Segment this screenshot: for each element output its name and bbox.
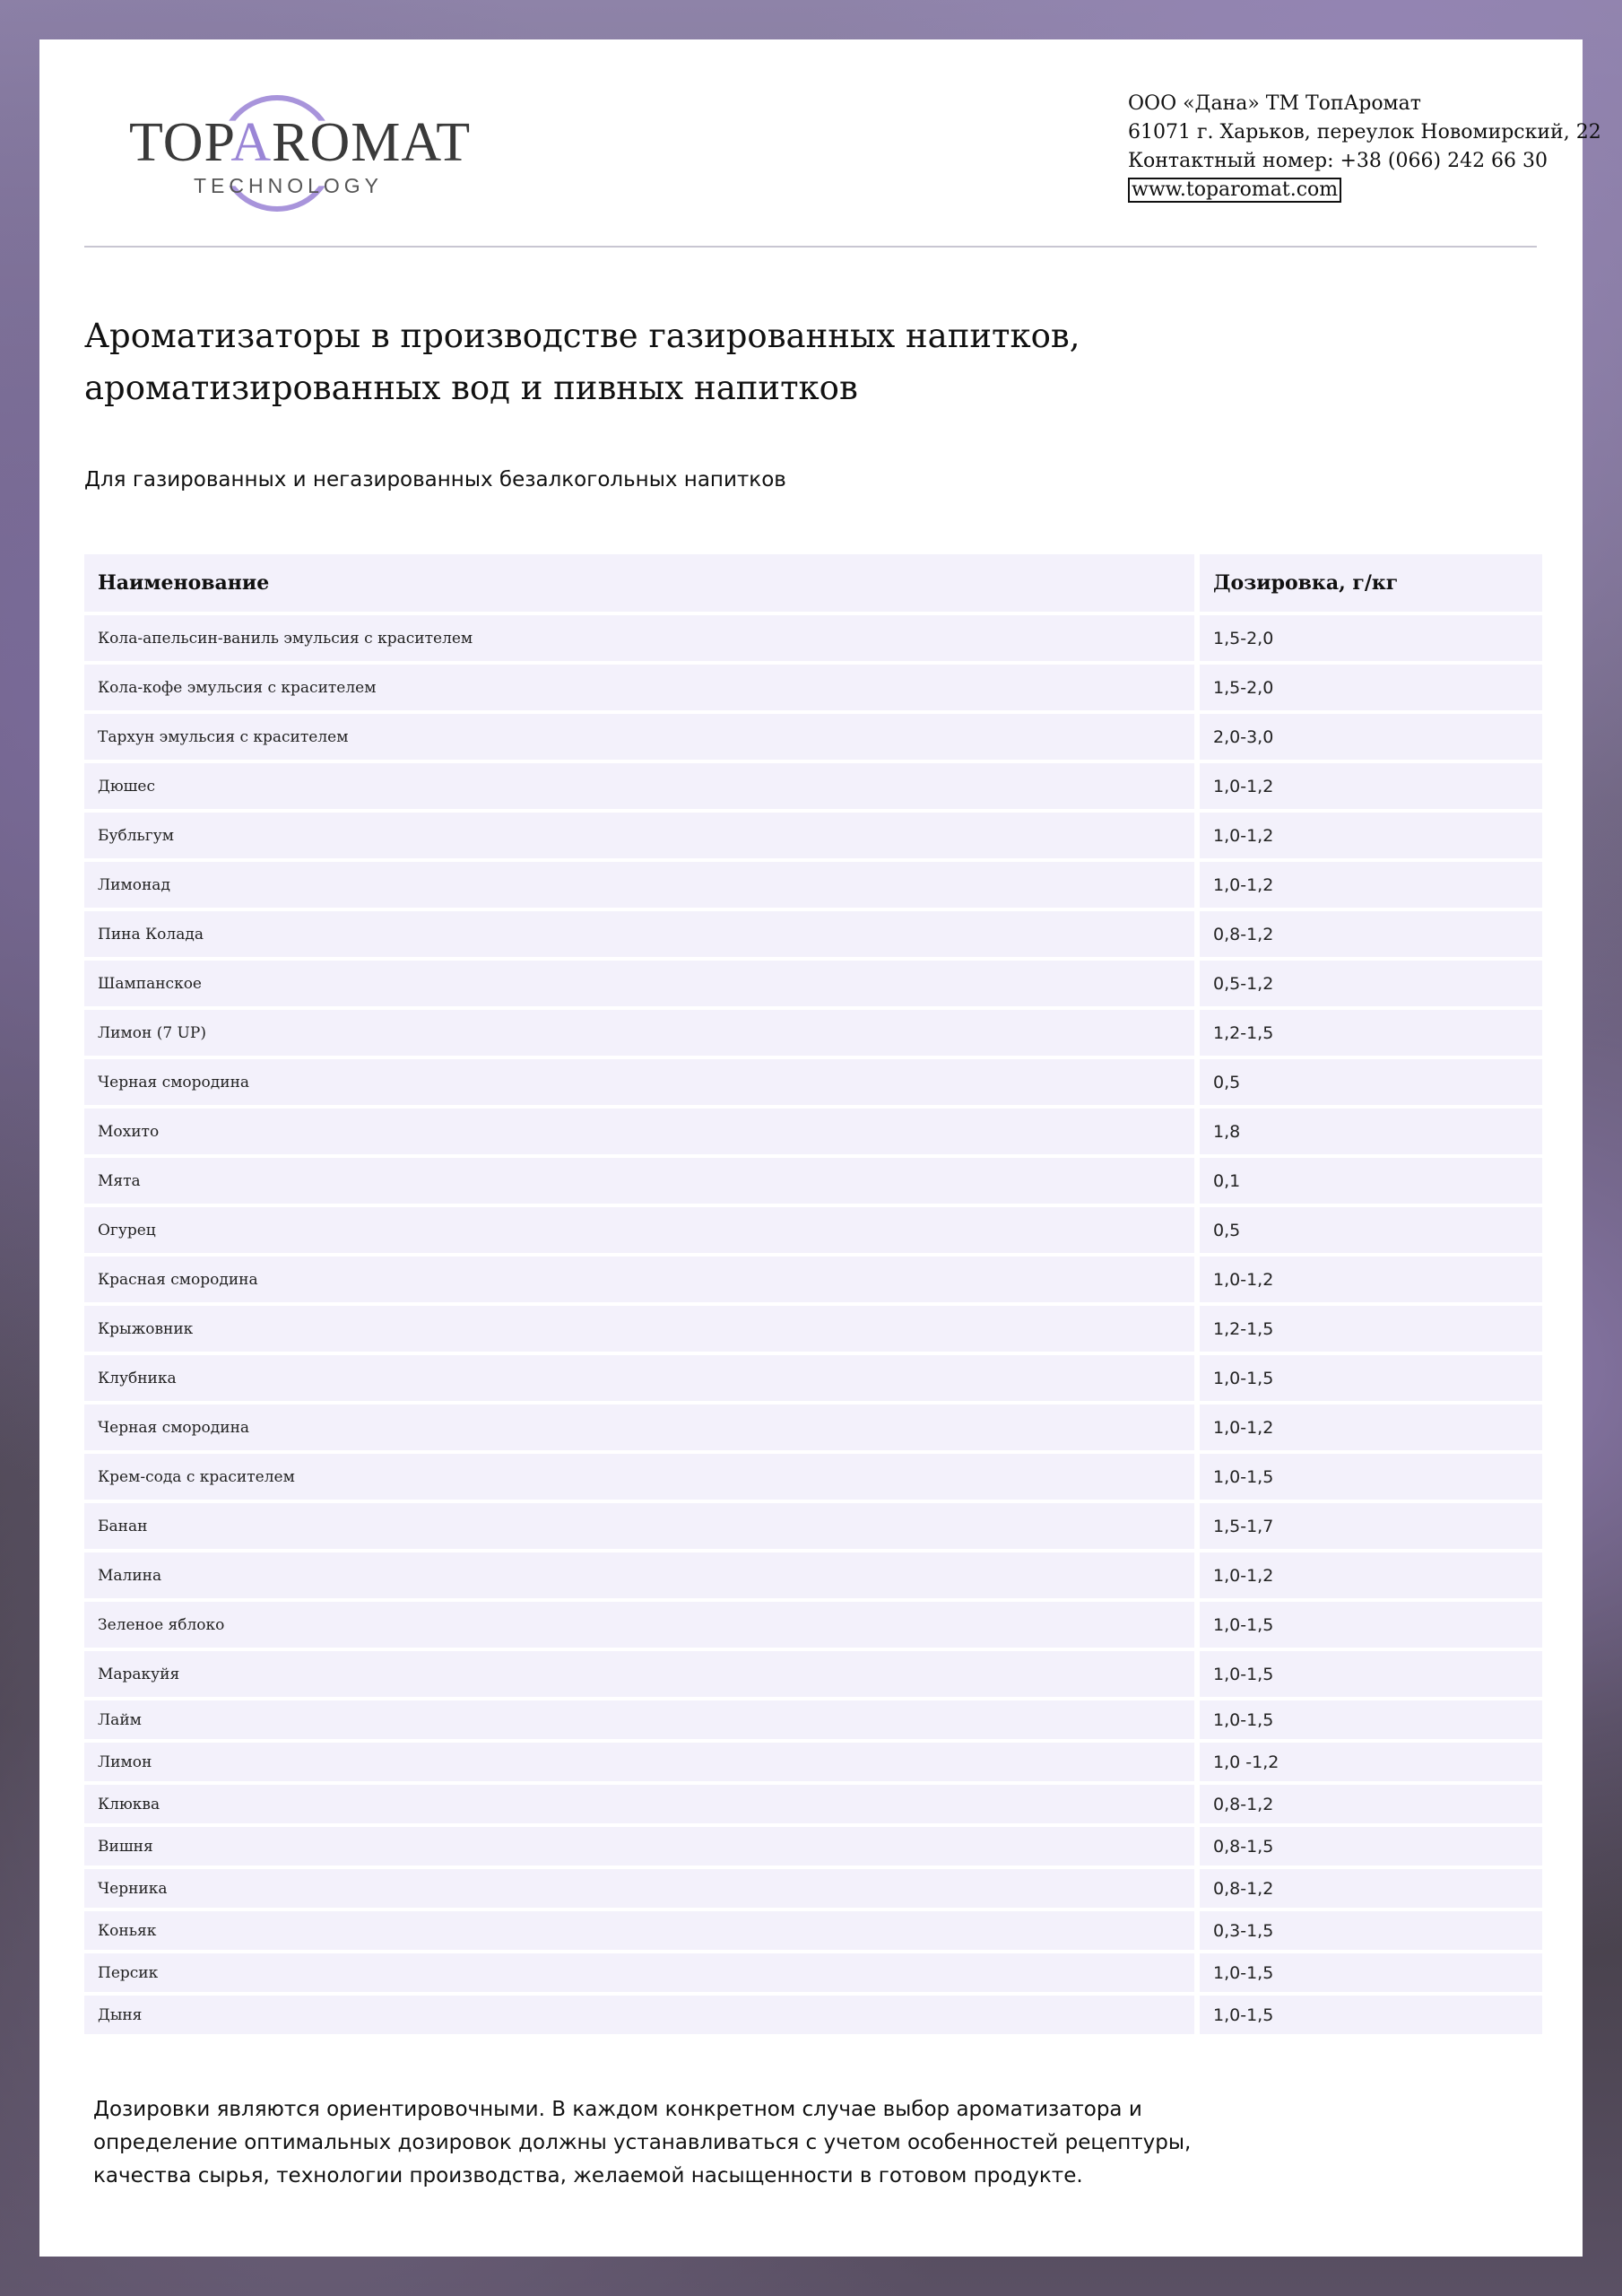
- dosage-cell: 1,2-1,5: [1200, 1010, 1542, 1056]
- table-row: [84, 1306, 1542, 1352]
- dosage-cell: 1,0-1,5: [1200, 1700, 1542, 1739]
- flavor-name-cell: Лимон (7 UP): [84, 1010, 1200, 1056]
- table-row: [84, 1651, 1542, 1697]
- table-row: [84, 1355, 1542, 1401]
- dosage-table: [84, 551, 1542, 2038]
- dosage-cell: 1,0-1,5: [1200, 1454, 1542, 1500]
- flavor-name-cell: Вишня: [84, 1827, 1200, 1866]
- flavor-name-cell: Мохито: [84, 1109, 1200, 1154]
- dosage-cell: 1,8: [1200, 1109, 1542, 1154]
- flavor-name-cell: Огурец: [84, 1207, 1200, 1253]
- table-row: [84, 1996, 1542, 2034]
- logo-subtitle: TECHNOLOGY: [194, 174, 384, 197]
- table-row: [84, 911, 1542, 957]
- table-row: [84, 1785, 1542, 1823]
- dosage-cell: 0,8-1,2: [1200, 1869, 1542, 1908]
- flavor-name-cell: Дыня: [84, 1996, 1200, 2034]
- table-header-row: [84, 554, 1542, 612]
- page-subtitle: Для газированных и негазированных безалкогольных напитков: [84, 468, 786, 491]
- company-name: ООО «Дана» ТМ ТопАромат: [1128, 92, 1421, 115]
- table-row: [84, 1454, 1542, 1500]
- dosage-cell: 0,3-1,5: [1200, 1911, 1542, 1950]
- dosage-cell: 1,0-1,2: [1200, 1405, 1542, 1450]
- table-row: [84, 665, 1542, 710]
- flavor-name-cell: Лимонад: [84, 862, 1200, 908]
- column-header-name: Наименование: [84, 554, 1200, 612]
- table-row: [84, 1257, 1542, 1302]
- table-row: [84, 714, 1542, 760]
- table-row: [84, 1405, 1542, 1450]
- table-row: [84, 1010, 1542, 1056]
- dosage-cell: 1,0-1,2: [1200, 862, 1542, 908]
- dosage-cell: 1,0-1,5: [1200, 1953, 1542, 1992]
- flavor-name-cell: Коньяк: [84, 1911, 1200, 1950]
- flavor-name-cell: Черника: [84, 1869, 1200, 1908]
- flavor-name-cell: Клюква: [84, 1785, 1200, 1823]
- table-row: [84, 862, 1542, 908]
- table-row: [84, 1911, 1542, 1950]
- dosage-cell: 1,0-1,2: [1200, 813, 1542, 858]
- table-row: [84, 1827, 1542, 1866]
- table-row: [84, 1869, 1542, 1908]
- dosage-cell: 1,0-1,5: [1200, 1355, 1542, 1401]
- dosage-cell: 0,5: [1200, 1059, 1542, 1105]
- flavor-name-cell: Персик: [84, 1953, 1200, 1992]
- dosage-cell: 0,8-1,2: [1200, 1785, 1542, 1823]
- page-title: Ароматизаторы в производстве газированных напитков, ароматизированных вод и пивных напитков: [84, 317, 1080, 407]
- flavor-name-cell: Лайм: [84, 1700, 1200, 1739]
- company-address: 61071 г. Харьков, переулок Новомирский, 22: [1128, 121, 1601, 144]
- flavor-name-cell: Лимон: [84, 1743, 1200, 1781]
- dosage-cell: 0,1: [1200, 1158, 1542, 1204]
- table-row: [84, 961, 1542, 1006]
- flavor-name-cell: Клубника: [84, 1355, 1200, 1401]
- dosage-cell: 1,2-1,5: [1200, 1306, 1542, 1352]
- dosage-cell: 1,5-1,7: [1200, 1503, 1542, 1549]
- dosage-cell: 1,0 -1,2: [1200, 1743, 1542, 1781]
- table-row: [84, 1552, 1542, 1598]
- website-link[interactable]: www.toparomat.com: [1128, 178, 1341, 203]
- dosage-cell: 1,0-1,5: [1200, 1602, 1542, 1648]
- flavor-name-cell: Крем-сода с красителем: [84, 1454, 1200, 1500]
- contact-block: [1128, 90, 1601, 204]
- logo-wordmark: TOPAROMAT: [129, 112, 472, 173]
- flavor-name-cell: Пина Колада: [84, 911, 1200, 957]
- dosage-cell: 2,0-3,0: [1200, 714, 1542, 760]
- flavor-name-cell: Шампанское: [84, 961, 1200, 1006]
- table-row: [84, 1207, 1542, 1253]
- flavor-name-cell: Красная смородина: [84, 1257, 1200, 1302]
- flavor-name-cell: Дюшес: [84, 763, 1200, 809]
- flavor-name-cell: Черная смородина: [84, 1059, 1200, 1105]
- flavor-name-cell: Кола-кофе эмульсия с красителем: [84, 665, 1200, 710]
- document-header: [84, 39, 1601, 248]
- flavor-name-cell: Кола-апельсин-ваниль эмульсия с красителем: [84, 615, 1200, 661]
- flavor-name-cell: Тархун эмульсия с красителем: [84, 714, 1200, 760]
- column-header-dosage: Дозировка, г/кг: [1200, 554, 1542, 612]
- dosage-cell: 1,0-1,2: [1200, 1552, 1542, 1598]
- dosage-cell: 1,0-1,2: [1200, 1257, 1542, 1302]
- flavor-name-cell: Черная смородина: [84, 1405, 1200, 1450]
- table-row: [84, 1953, 1542, 1992]
- table-row: [84, 1700, 1542, 1739]
- flavor-name-cell: Бубльгум: [84, 813, 1200, 858]
- table-row: [84, 1602, 1542, 1648]
- table-row: [84, 1743, 1542, 1781]
- table-row: [84, 1059, 1542, 1105]
- dosage-cell: 0,8-1,5: [1200, 1827, 1542, 1866]
- flavor-name-cell: Банан: [84, 1503, 1200, 1549]
- flavor-name-cell: Маракуйя: [84, 1651, 1200, 1697]
- flavor-name-cell: Малина: [84, 1552, 1200, 1598]
- flavor-name-cell: Мята: [84, 1158, 1200, 1204]
- table-row: [84, 1503, 1542, 1549]
- disclaimer-note: Дозировки являются ориентировочными. В каждом конкретном случае выбор ароматизатора и определение оптимальных дозировок должны устанавливаться с учетом особенностей рецептуры, качества сырья, технологии производства, желаемой насыщенности в готовом продукте.: [93, 2098, 1192, 2187]
- dosage-cell: 0,8-1,2: [1200, 911, 1542, 957]
- dosage-cell: 1,5-2,0: [1200, 615, 1542, 661]
- document-sheet: [39, 39, 1601, 2257]
- dosage-cell: 1,0-1,5: [1200, 1996, 1542, 2034]
- dosage-cell: 1,0-1,5: [1200, 1651, 1542, 1697]
- dosage-cell: 1,0-1,2: [1200, 763, 1542, 809]
- flavor-name-cell: Крыжовник: [84, 1306, 1200, 1352]
- company-phone: Контактный номер: +38 (066) 242 66 30: [1128, 150, 1548, 172]
- company-logo: [129, 95, 472, 221]
- table-row: [84, 615, 1542, 661]
- flavor-name-cell: Зеленое яблоко: [84, 1602, 1200, 1648]
- dosage-cell: 0,5-1,2: [1200, 961, 1542, 1006]
- table-row: [84, 1109, 1542, 1154]
- table-row: [84, 763, 1542, 809]
- dosage-cell: 1,5-2,0: [1200, 665, 1542, 710]
- table-row: [84, 813, 1542, 858]
- dosage-cell: 0,5: [1200, 1207, 1542, 1253]
- table-row: [84, 1158, 1542, 1204]
